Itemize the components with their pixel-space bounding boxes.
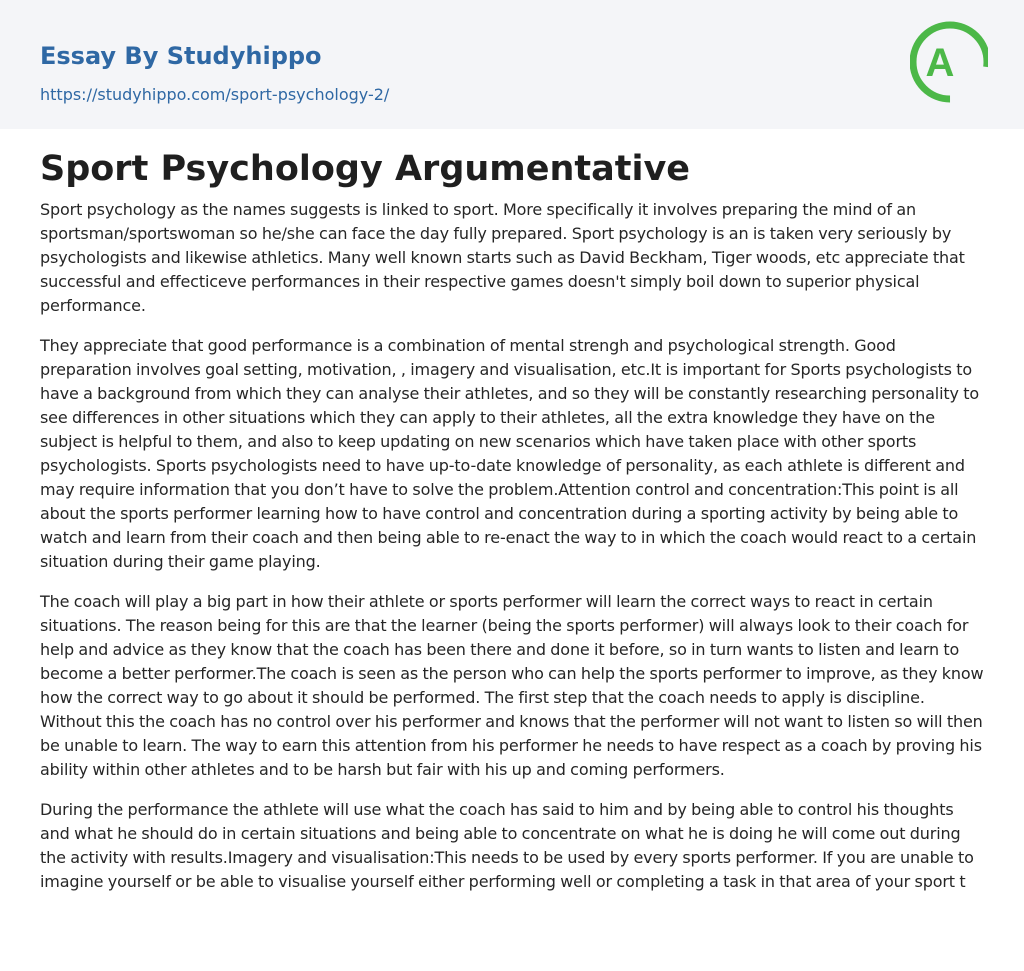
article-paragraph: They appreciate that good performance is a combination of mental strengh and psychological strength. Good preparation involves goal setting, motivation, , imagery and visualisation, etc.It is important for Sports psychologists to have a background from which they can analyse their athletes, and so they will be constantly researching personality to see differences in other situations which they can apply to their athletes, all the extra knowledge they have on the subject is helpful to them, and also to keep updating on new scenarios which have taken place with other sports psychologists. Sports psychologists need to have up-to-date knowledge of personality, as each athlete is different and may require information that you don’t have to solve the problem.Attention control and concentration:This point is all about the sports performer learning how to have control and concentration during a sporting activity by being able to watch and learn from their coach and then being able to re-enact the way to in which the coach would react to a certain situation during their game playing. [40,336,980,571]
site-header [0,0,1024,129]
article [0,129,1024,894]
logo-letter: A [925,41,955,85]
article-paragraph: The coach will play a big part in how their athlete or sports performer will learn the correct ways to react in certain situations. The reason being for this are that the learner (being the sports performer) will always look to their coach for help and advice as they know that the coach has been there and done it before, so in turn wants to listen and learn to become a better performer.The coach is seen as the person who can help the sports performer to improve, as they know how the correct way to go about it should be performed. The first step that the coach needs to apply is discipline. Without this the coach has no control over his performer and knows that the performer will not want to listen so will then be unable to learn. The way to earn this attention from his performer he needs to have respect as a coach by proving his ability within other athletes and to be harsh but fair with his up and coming performers. [40,592,984,779]
brand-title[interactable]: Essay By Studyhippo [40,42,322,70]
source-url-link[interactable]: https://studyhippo.com/sport-psychology-2/ [40,85,390,104]
article-paragraph: During the performance the athlete will use what the coach has said to him and by being able to control his thoughts and what he should do in certain situations and being able to concentrate on what he is doing he will come out during the activity with results.Imagery and visualisation:This needs to be used by every sports performer. If you are unable to imagine yourself or be able to visualise yourself either performing well or completing a task in that area of your sport t [40,800,974,891]
page-title: Sport Psychology Argumentative [40,149,691,189]
article-body [40,198,984,894]
studyhippo-logo-icon[interactable] [910,18,988,106]
article-paragraph: Sport psychology as the names suggests is linked to sport. More specifically it involves preparing the mind of an sportsman/sportswoman so he/she can face the day fully prepared. Sport psychology is an is taken very seriously by psychologists and likewise athletics. Many well known starts such as David Beckham, Tiger woods, etc appreciate that successful and effecticeve performances in their respective games doesn't simply boil down to superior physical performance. [40,200,965,315]
